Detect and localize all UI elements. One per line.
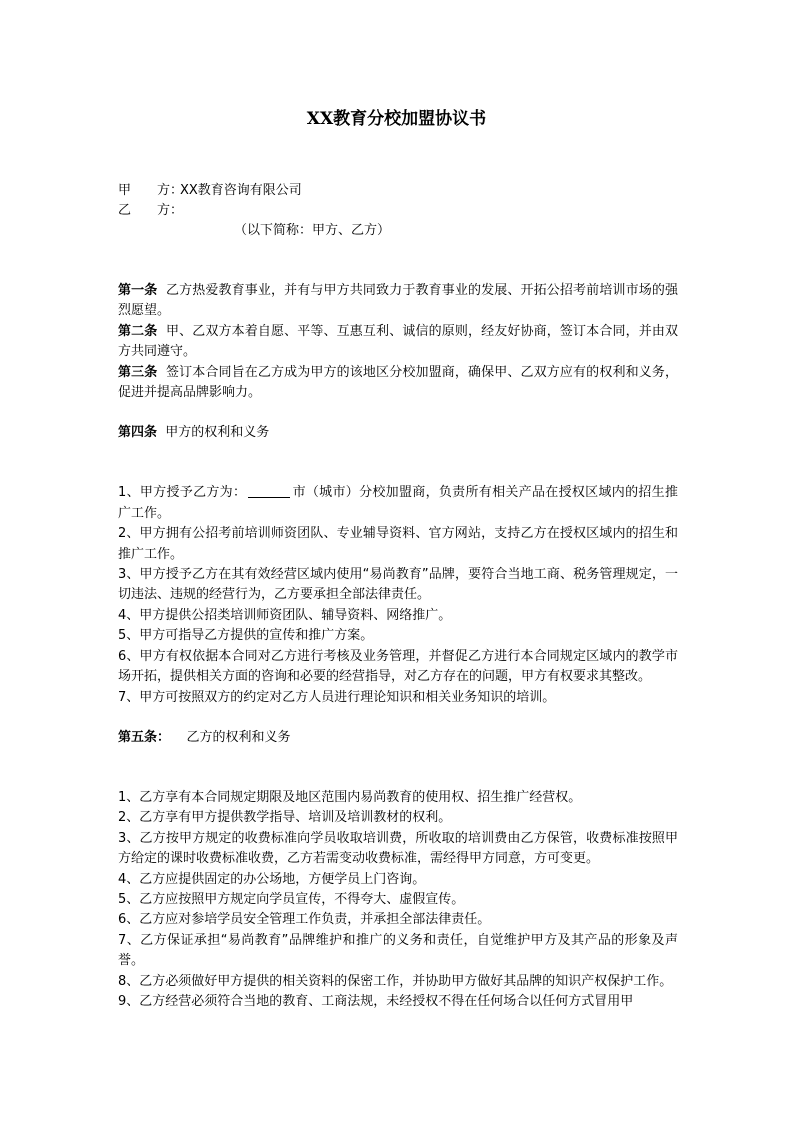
section-5-heading bbox=[118, 728, 678, 748]
section-5-item: 8、乙方必须做好甲方提供的相关资料的保密工作，并协助甲方做好其品牌的知识产权保护工作。 bbox=[118, 973, 673, 989]
section-4-item: 3、甲方授予乙方在其有效经营区域内使用“易尚教育”品牌，要符合当地工商、税务管理规定，一切违法、违规的经营行为，乙方要承担全部法律责任。 bbox=[118, 567, 678, 603]
party-a-value: XX教育咨询有限公司 bbox=[180, 183, 302, 198]
party-b-line bbox=[118, 201, 678, 221]
section-4-title: 甲方的权利和义务 bbox=[165, 425, 270, 441]
section-4-item-1-pre: 1、甲方授予乙方为： bbox=[118, 485, 247, 501]
section-5-item: 1、乙方享有本合同规定期限及地区范围内易尚教育的使用权、招生推广经营权。 bbox=[118, 789, 582, 805]
section-5-item: 3、乙方按甲方规定的收费标准向学员收取培训费，所收取的培训费由乙方保管，收费标准按照甲方给定的课时收费标准收费，乙方若需变动收费标准，需经得甲方同意，方可变更。 bbox=[118, 830, 678, 867]
section-4-item: 6、甲方有权依据本合同对乙方进行考核及业务管理，并督促乙方进行本合同规定区域内的教学市场开拓，提供相关方面的咨询和必要的经营指导，对乙方存在的问题，甲方有权要求其整改。 bbox=[118, 648, 678, 685]
article-1-text: 乙方热爱教育事业，并有与甲方共同致力于教育事业的发展、开拓公招考前培训市场的强烈愿望。 bbox=[118, 283, 678, 319]
section-5-title: 乙方的权利和义务 bbox=[186, 729, 291, 745]
section-4-item: 5、甲方可指导乙方提供的宣传和推广方案。 bbox=[118, 628, 374, 644]
article-1-head: 第一条 bbox=[118, 283, 158, 298]
section-4-item-1-post: 市（城市）分校加盟商，负责所有相关产品在授权区域内的招生推广工作。 bbox=[118, 485, 678, 521]
section-5-head: 第五条： bbox=[118, 729, 171, 745]
section-4-head: 第四条 bbox=[118, 425, 158, 441]
party-a-line bbox=[118, 181, 678, 201]
article-3-head: 第三条 bbox=[118, 364, 158, 380]
article-2 bbox=[118, 322, 678, 363]
article-2-text: 甲、乙双方本着自愿、平等、互惠互利、诚信的原则，经友好协商，签订本合同，并由双方共同遵守。 bbox=[118, 323, 678, 360]
party-b-label: 乙 方： bbox=[118, 203, 184, 218]
section-5-item: 9、乙方经营必须符合当地的教育、工商法规，未经授权不得在任何场合以任何方式冒用甲 bbox=[118, 993, 634, 1009]
section-4-item: 2、甲方拥有公招考前培训师资团队、专业辅导资料、官方网站，支持乙方在授权区域内的招生和推广工作。 bbox=[118, 526, 678, 562]
article-3 bbox=[118, 363, 678, 404]
article-2-head: 第二条 bbox=[118, 323, 158, 339]
section-5-item: 4、乙方应提供固定的办公场地，方便学员上门咨询。 bbox=[118, 871, 426, 887]
document-title: XX教育分校加盟协议书 bbox=[306, 109, 487, 129]
document-body bbox=[118, 181, 678, 1012]
city-blank-field bbox=[248, 483, 290, 498]
section-4-item: 4、甲方提供公招类培训师资团队、辅导资料、网络推广。 bbox=[118, 607, 452, 623]
section-4-item: 7、甲方可按照双方的约定对乙方人员进行理论知识和相关业务知识的培训。 bbox=[118, 689, 556, 705]
section-5-item: 5、乙方应按照甲方规定向学员宣传，不得夸大、虚假宣传。 bbox=[118, 891, 465, 907]
party-a-label: 甲 方： bbox=[118, 183, 184, 198]
article-1 bbox=[118, 281, 678, 322]
section-5-item: 6、乙方应对参培学员安全管理工作负责，并承担全部法律责任。 bbox=[118, 912, 491, 928]
section-4-item bbox=[118, 483, 678, 524]
section-4-heading bbox=[118, 423, 678, 443]
abbreviation-note: （以下简称：甲方、乙方） bbox=[234, 223, 391, 238]
section-5-item: 2、乙方享有甲方提供教学指导、培训及培训教材的权利。 bbox=[118, 810, 452, 826]
section-5-item: 7、乙方保证承担“易尚教育”品牌维护和推广的义务和责任，自觉维护甲方及其产品的形象及声誉。 bbox=[118, 932, 678, 969]
article-3-text: 签订本合同旨在乙方成为甲方的该地区分校加盟商，确保甲、乙双方应有的权利和义务，促进并提高品牌影响力。 bbox=[118, 364, 678, 401]
